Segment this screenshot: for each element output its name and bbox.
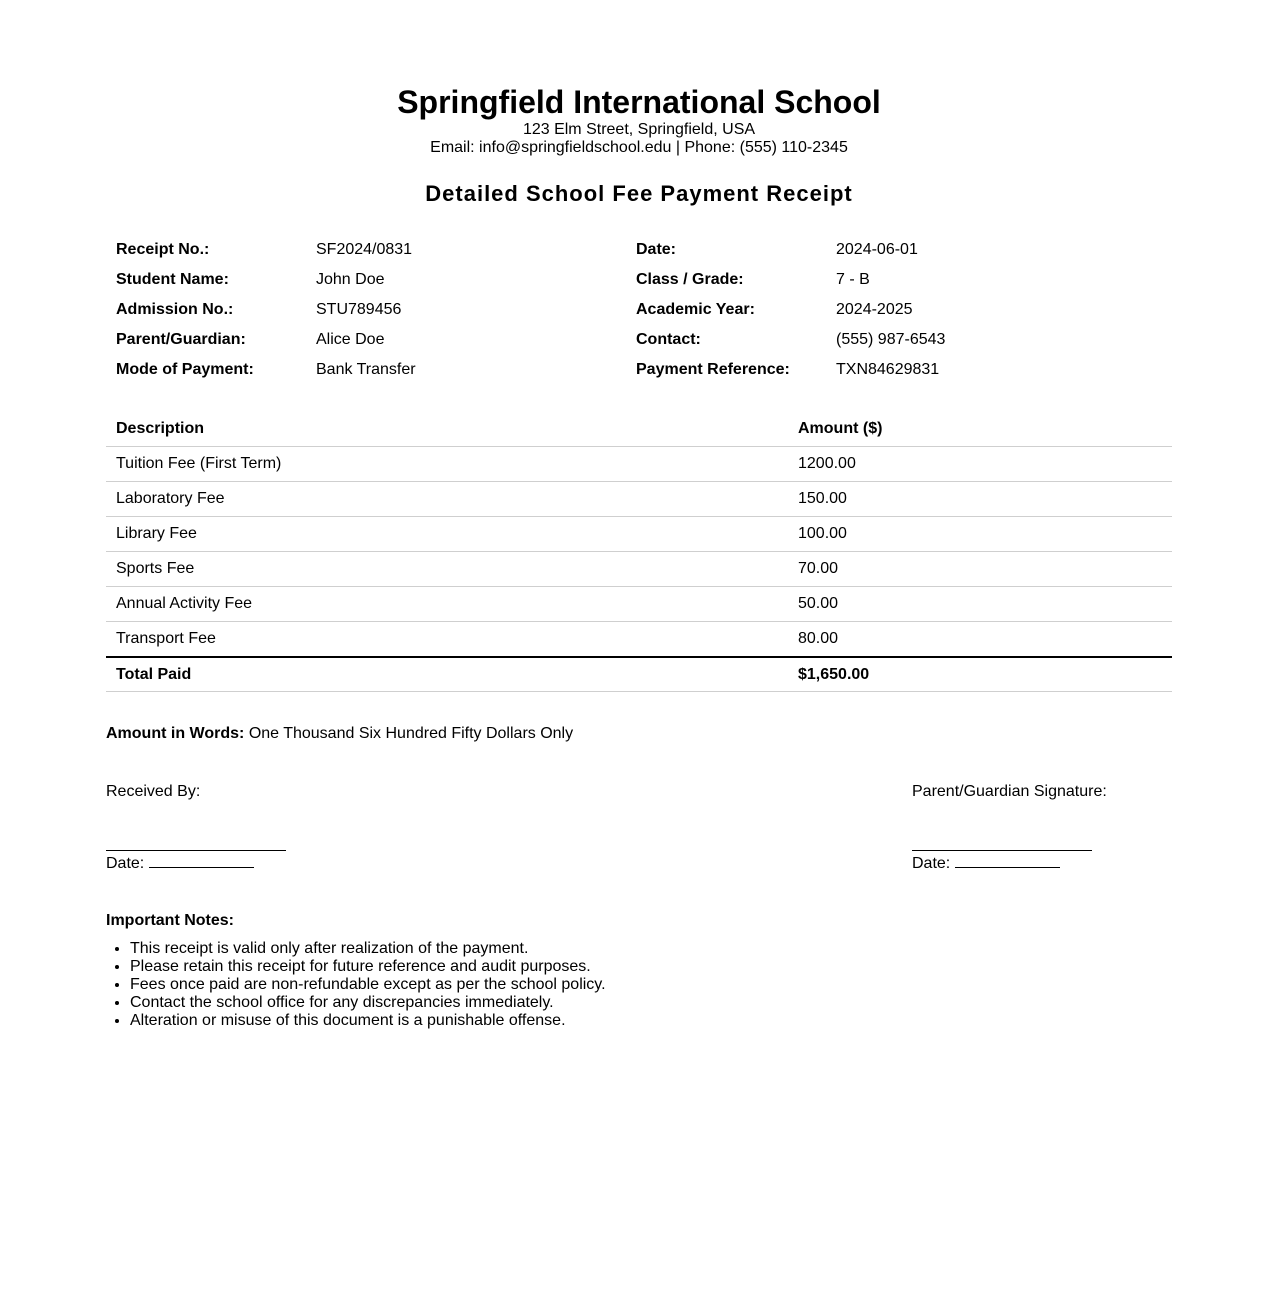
fee-amount: 80.00 [788, 622, 1172, 658]
list-item: • Contact the school office for any discrepancies immediately. [130, 994, 606, 1012]
admission-no-label: Admission No.: [116, 301, 234, 318]
received-by-signature-line [106, 802, 286, 851]
academic-year-label: Academic Year: [636, 301, 755, 318]
fee-description: Tuition Fee (First Term) [106, 447, 788, 482]
class-value: 7 - B [836, 271, 870, 288]
list-item: • Please retain this receipt for future reference and audit purposes. [130, 958, 606, 976]
guardian-label: Parent/Guardian: [116, 331, 246, 348]
guardian-signature-line [912, 802, 1092, 851]
payment-ref-value: TXN84629831 [836, 361, 940, 378]
contact-value: (555) 987-6543 [836, 331, 946, 348]
table-row [106, 587, 1172, 622]
amount-in-words [106, 724, 573, 744]
fee-description: Library Fee [106, 517, 788, 552]
list-item: • Alteration or misuse of this document is a punishable offense. [130, 1012, 606, 1030]
total-label: Total Paid [106, 657, 788, 692]
info-row [116, 325, 1172, 355]
notes-list [106, 940, 606, 1030]
receipt-title: Detailed School Fee Payment Receipt [425, 181, 853, 206]
date-label: Date: [636, 241, 677, 258]
description-header: Description [106, 412, 788, 447]
amount-words-value: One Thousand Six Hundred Fifty Dollars Only [248, 725, 574, 742]
table-row [106, 447, 1172, 482]
guardian-signature-label: Parent/Guardian Signature: [912, 783, 1107, 800]
info-row [116, 295, 1172, 325]
payment-ref-label: Payment Reference: [636, 361, 790, 378]
school-contact: Email: info@springfieldschool.edu | Phone: (555) 110-2345 [430, 139, 848, 156]
fee-amount: 100.00 [788, 517, 1172, 552]
receipt-no-label: Receipt No.: [116, 241, 210, 258]
student-name-label: Student Name: [116, 271, 229, 288]
student-name-value: John Doe [316, 271, 385, 288]
received-by-date [106, 851, 286, 874]
academic-year-value: 2024-2025 [836, 301, 913, 318]
fee-amount: 150.00 [788, 482, 1172, 517]
guardian-value: Alice Doe [316, 331, 385, 348]
receipt-no-value: SF2024/0831 [316, 241, 413, 258]
school-name: Springfield International School [397, 84, 881, 120]
amount-words-label: Amount in Words: [106, 725, 245, 742]
received-by-block [106, 782, 286, 874]
fee-description: Laboratory Fee [106, 482, 788, 517]
guardian-date-line [955, 851, 1060, 868]
date-value: 2024-06-01 [836, 241, 918, 258]
fee-table-header [106, 412, 1172, 447]
received-date-label: Date: [106, 855, 145, 872]
fee-amount: 1200.00 [788, 447, 1172, 482]
info-row [116, 265, 1172, 295]
table-row [106, 482, 1172, 517]
guardian-signature-block [912, 782, 1107, 874]
table-row [106, 552, 1172, 587]
info-row [116, 235, 1172, 265]
info-row [116, 355, 1172, 385]
receipt-info-grid [116, 235, 1172, 385]
table-row [106, 622, 1172, 658]
guardian-signature-date [912, 851, 1107, 874]
fee-description: Transport Fee [106, 622, 788, 658]
fee-amount: 50.00 [788, 587, 1172, 622]
amount-header: Amount ($) [788, 412, 1172, 447]
list-item: • This receipt is valid only after realization of the payment. [130, 940, 606, 958]
fee-description: Annual Activity Fee [106, 587, 788, 622]
received-date-line [149, 851, 254, 868]
class-label: Class / Grade: [636, 271, 744, 288]
school-address: 123 Elm Street, Springfield, USA [522, 121, 756, 138]
admission-no-value: STU789456 [316, 301, 402, 318]
guardian-date-label: Date: [912, 855, 951, 872]
fee-amount: 70.00 [788, 552, 1172, 587]
total-row [106, 657, 1172, 692]
total-amount: $1,650.00 [788, 657, 1172, 692]
payment-mode-label: Mode of Payment: [116, 361, 254, 378]
fee-description: Sports Fee [106, 552, 788, 587]
contact-label: Contact: [636, 331, 701, 348]
notes-title: Important Notes: [106, 912, 234, 929]
fee-table [106, 412, 1172, 692]
payment-mode-value: Bank Transfer [316, 361, 416, 378]
table-row [106, 517, 1172, 552]
received-by-label: Received By: [106, 783, 201, 800]
list-item: • Fees once paid are non-refundable except as per the school policy. [130, 976, 606, 994]
